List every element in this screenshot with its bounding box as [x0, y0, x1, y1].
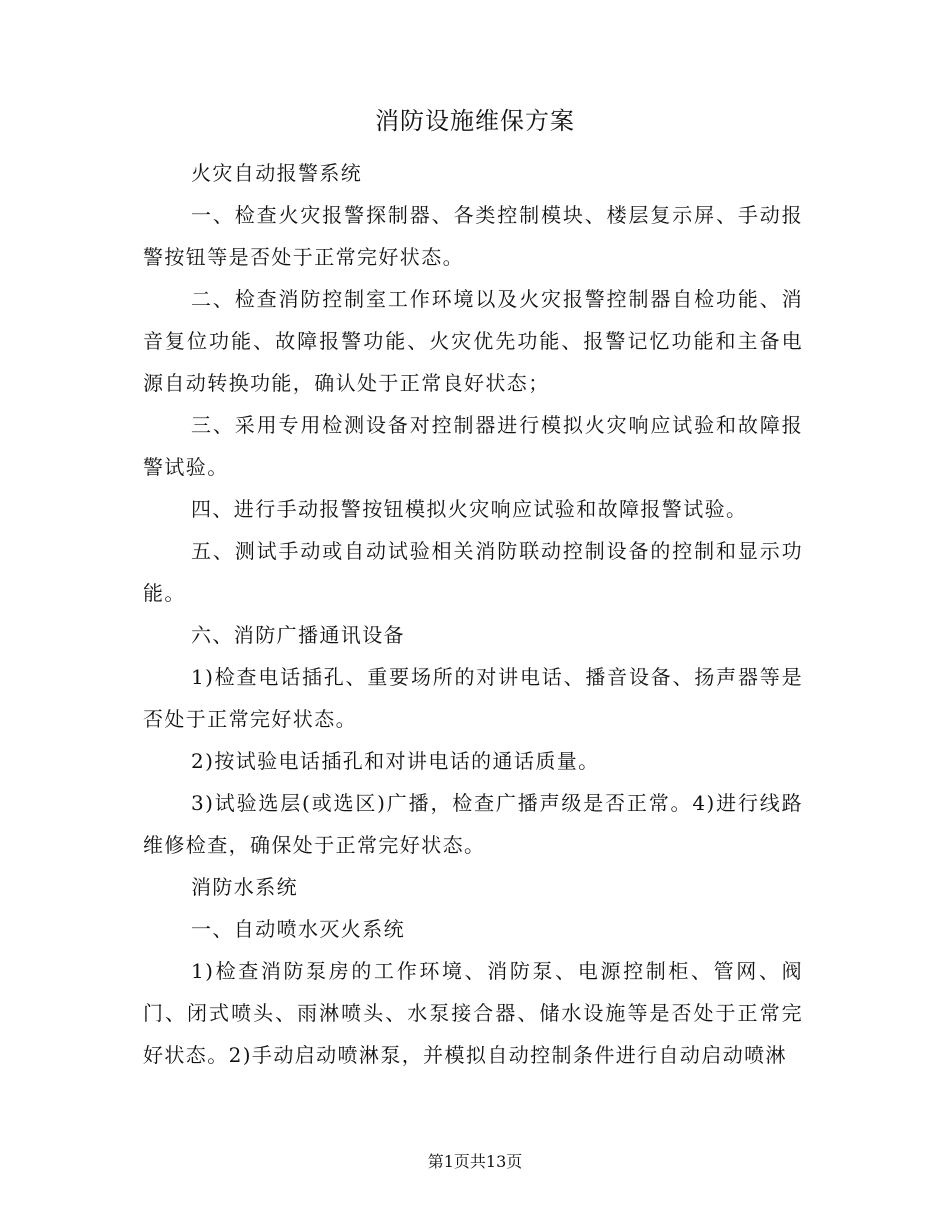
paragraph: 二、检查消防控制室工作环境以及火灾报警控制器自检功能、消音复位功能、故障报警功能、火灾优先功能、报警记忆功能和主备电源自动转换功能，确认处于正常良好状态；	[143, 287, 803, 395]
paragraph: 四、进行手动报警按钮模拟火灾响应试验和故障报警试验。	[191, 497, 748, 521]
section-heading-water-system: 消防水系统	[191, 875, 298, 899]
paragraph: 三、采用专用检测设备对控制器进行模拟火灾响应试验和故障报警试验。	[143, 413, 803, 479]
subsection-heading-broadcast: 六、消防广播通讯设备	[191, 623, 405, 647]
document-title: 消防设施维保方案	[375, 107, 575, 135]
section-heading-fire-alarm: 火灾自动报警系统	[191, 161, 363, 185]
page-number: 第1页共13页	[427, 1152, 523, 1171]
paragraph: 1)检查电话插孔、重要场所的对讲电话、播音设备、扬声器等是否处于正常完好状态。	[143, 665, 803, 731]
paragraph: 1)检查消防泵房的工作环境、消防泵、电源控制柜、管网、阀门、闭式喷头、雨淋喷头、水泵接合器、储水设施等是否处于正常完好状态。2)手动启动喷淋泵，并模拟自动控制条件进行自动启动喷淋	[143, 959, 803, 1067]
paragraph: 五、测试手动或自动试验相关消防联动控制设备的控制和显示功能。	[143, 539, 803, 605]
paragraph: 3)试验选层(或选区)广播，检查广播声级是否正常。4)进行线路维修检查，确保处于正常完好状态。	[143, 791, 803, 857]
subsection-heading-sprinkler: 一、自动喷水灭火系统	[191, 917, 405, 941]
paragraph: 2)按试验电话插孔和对讲电话的通话质量。	[191, 749, 600, 773]
document-body	[143, 152, 803, 1076]
paragraph: 一、检查火灾报警探制器、各类控制模块、楼层复示屏、手动报警按钮等是否处于正常完好状态。	[143, 203, 803, 269]
